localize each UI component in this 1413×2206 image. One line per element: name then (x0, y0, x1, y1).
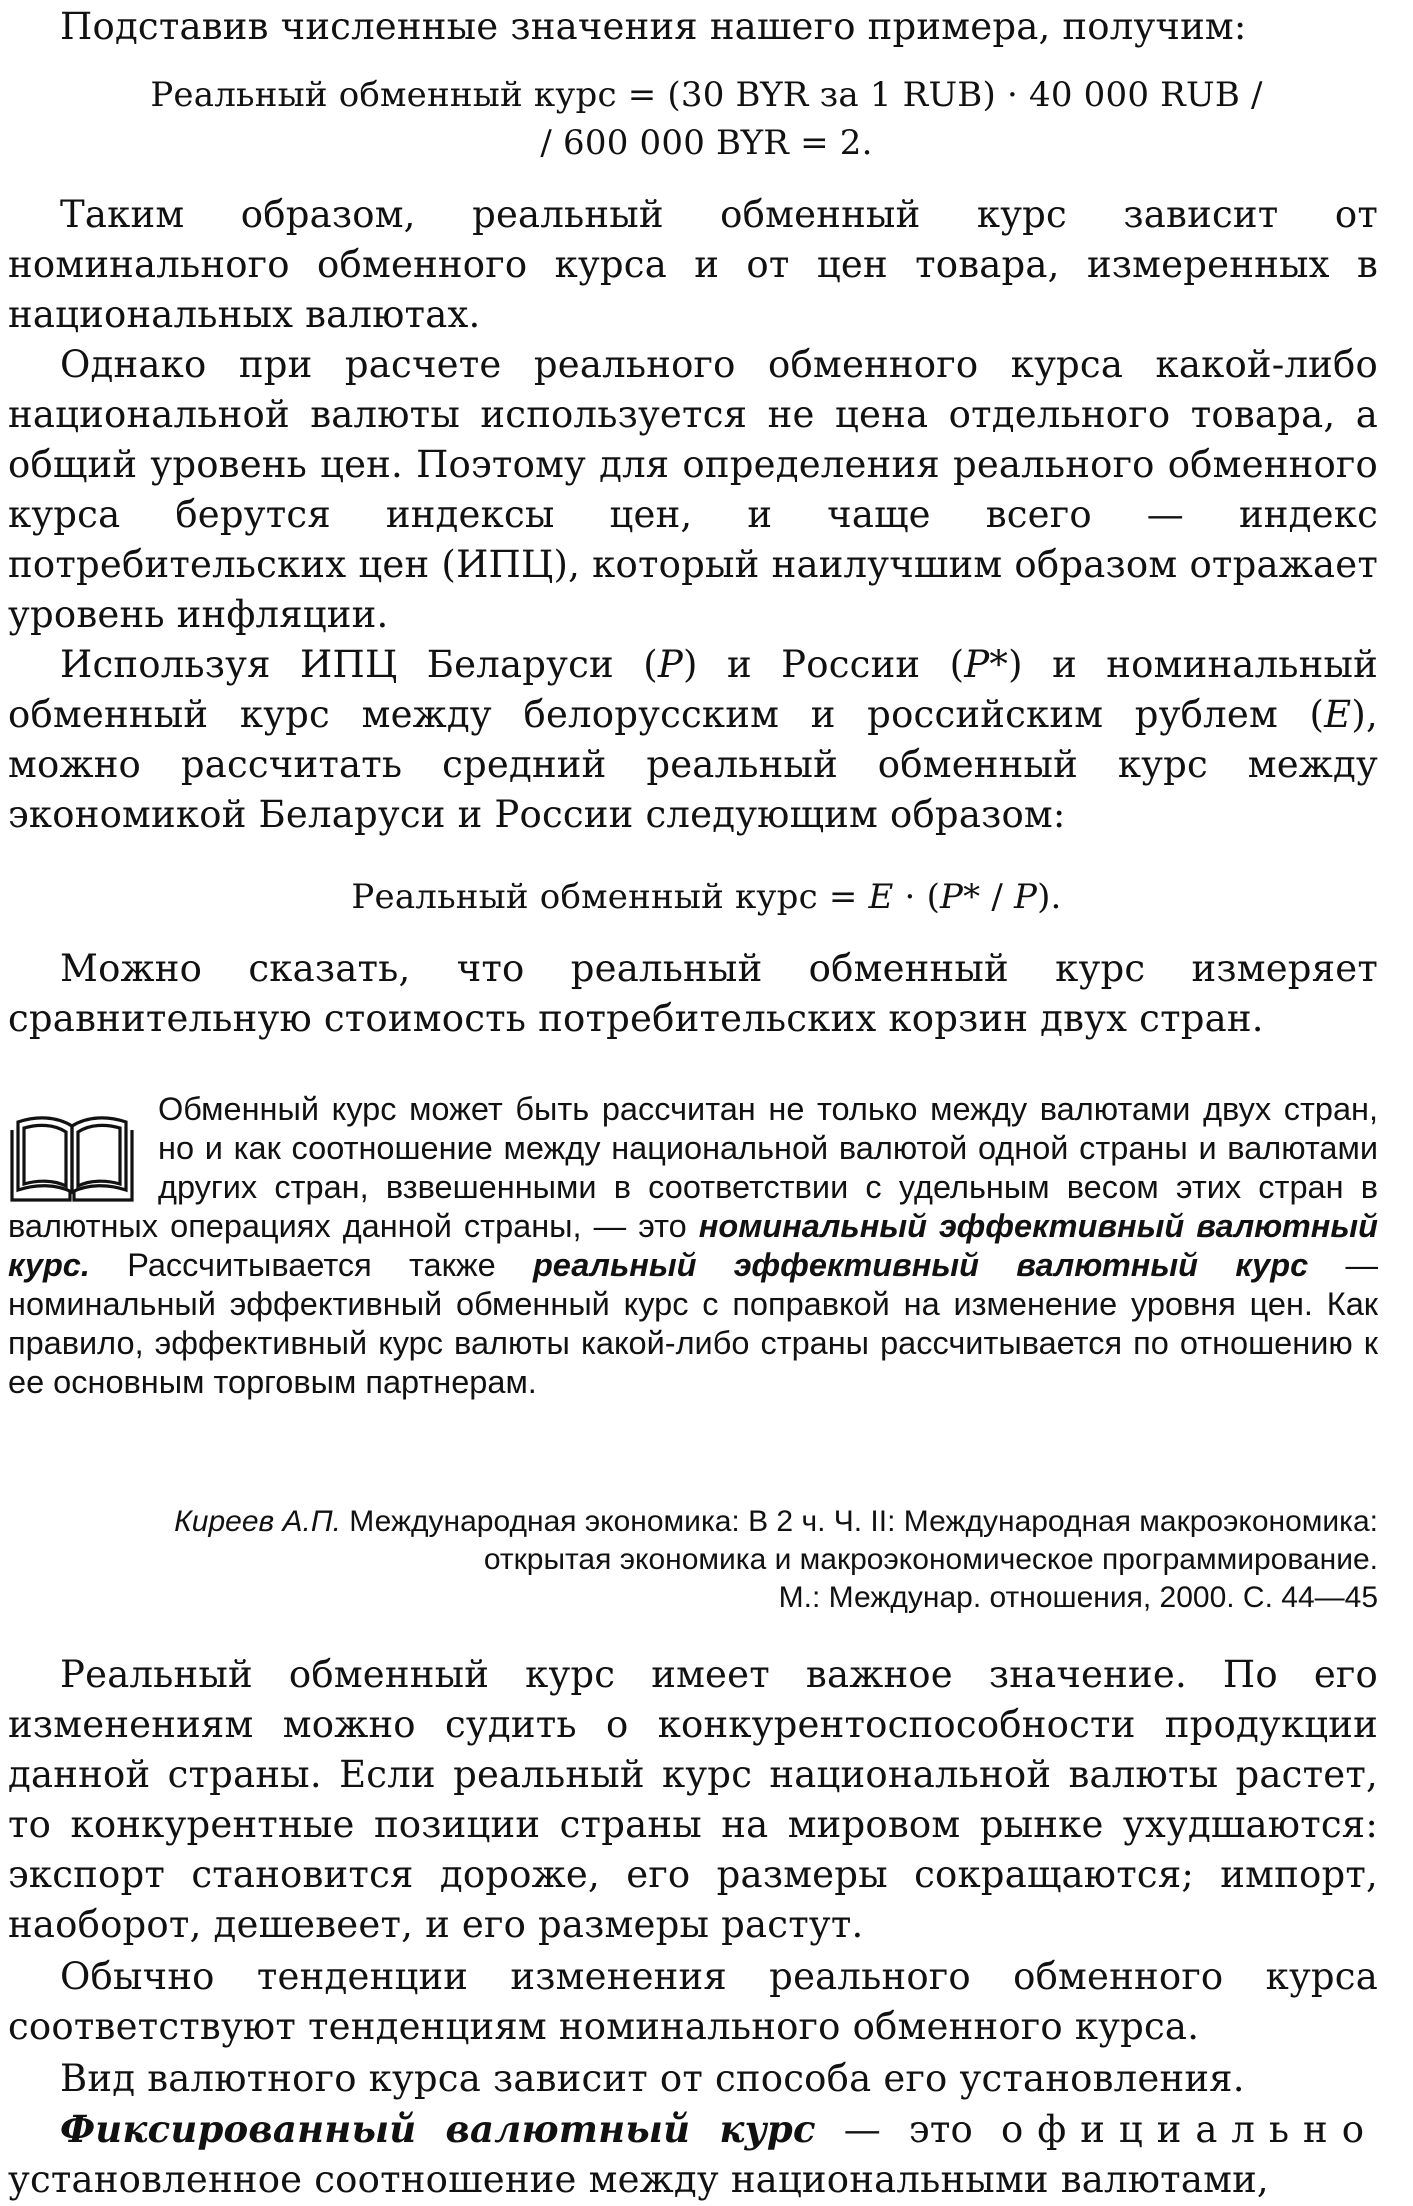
term-fixed-rate: Фиксированный валютный курс (60, 2107, 816, 2151)
aside-text-block (8, 1090, 1378, 1402)
paragraph-8-dash: — это (815, 2108, 1001, 2151)
source-line-3: М.: Междунар. отношения, 2000. С. 44—45 (778, 1581, 1378, 1614)
paragraph-5-text: Реальный обменный курс имеет важное значение. По его изменениям можно судить о конкурентоспособности продукции данной страны. Если реальный курс национальной валюты растет, то конкурентные позиции страны на мировом рынке ухудшаются: экспорт становится дороже, его размеры сокращаются; импорт, наоборот, дешевеет, и его размеры растут. (8, 1653, 1378, 1946)
formula-2-p: P (1014, 877, 1038, 917)
paragraph-3 (8, 640, 1378, 840)
aside-text-c: — номинальный эффективный обменный курс с поправкой на изменение уровня цен. Как правило, эффективный курс валюты какой-либо страны рассчитывается по отношению к ее основным торговым партнерам. (8, 1247, 1378, 1400)
formula-2 (0, 872, 1413, 922)
paragraph-4-text: Можно сказать, что реальный обменный курс измеряет сравнительную стоимость потребительских корзин двух стран. (8, 947, 1378, 1040)
paragraph-3-text-d: ), можно рассчитать средний реальный обменный курс между экономикой Беларуси и России следующим образом: (8, 693, 1378, 836)
paragraph-8 (8, 2104, 1378, 2205)
formula-line-2: / 600 000 BYR = 2. (540, 123, 873, 163)
formula-line-1: Реальный обменный курс = (30 BYR за 1 RUB) · 40 000 RUB / (150, 75, 1263, 115)
paragraph-4 (8, 944, 1378, 1044)
intro-text: Подставив численные значения нашего примера, получим: (60, 5, 1247, 48)
paragraph-7-text: Вид валютного курса зависит от способа его установления. (60, 2057, 1245, 2100)
source-line-2: открытая экономика и макроэкономическое программирование. (483, 1543, 1378, 1576)
paragraph-3-text-b: ) и России ( (682, 643, 965, 686)
formula-2-p-star: P* (940, 877, 981, 917)
term-real-effective-rate: реальный эффективный валютный курс (532, 1247, 1309, 1283)
term-nominal-effective-rate: номинальный эффективный валютный курс. (8, 1208, 1378, 1283)
paragraph-1-text: Таким образом, реальный обменный курс зависит от номинального обменного курса и от цен товара, измеренных в национальных валютах. (8, 193, 1378, 336)
symbol-p: P (657, 643, 683, 686)
paragraph-5 (8, 1650, 1378, 1950)
source-line-1 (20, 1503, 1378, 1541)
paragraph-7 (8, 2054, 1378, 2104)
formula-2-text-d: ). (1037, 877, 1062, 917)
formula-2-text-a: Реальный обменный курс = (351, 877, 869, 917)
source-line-1-text: Международная экономика: В 2 ч. Ч. II: Международная макроэкономика: (340, 1505, 1378, 1538)
aside-text-a: Обменный курс может быть рассчитан не только между валютами двух стран, но и как соотношение между национальной валютой одной страны и валютами других стран, взвешенными в соответствии с удельным весом этих стран в валютных операциях данной страны, — это (8, 1091, 1378, 1244)
symbol-e: E (1324, 693, 1352, 736)
intro-paragraph (8, 2, 1378, 52)
paragraph-3-text-c: ) и номинальный обменный курс между белорусским и российским рублем ( (8, 643, 1378, 736)
symbol-p-star: P* (964, 643, 1009, 686)
paragraph-1 (8, 190, 1378, 340)
paragraph-8-text: установленное соотношение между национальными валютами, (8, 2158, 1269, 2201)
formula-2-text-c: / (980, 877, 1014, 917)
spaced-word-officially: официально (1001, 2108, 1378, 2151)
formula-2-text-b: · ( (893, 877, 941, 917)
source-citation (20, 1503, 1378, 1617)
paragraph-3-text-a: Используя ИПЦ Беларуси ( (60, 643, 658, 686)
paragraph-2 (8, 340, 1378, 640)
paragraph-2-text: Однако при расчете реального обменного курса какой-либо национальной валюты используется не цена отдельного товара, а общий уровень цен. Поэтому для определения реального обменного курса берутся индексы цен, и чаще всего — индекс потребительских цен (ИПЦ), который наилучшим образом отражает уровень инфляции. (8, 343, 1378, 636)
paragraph-6 (8, 1952, 1378, 2052)
aside-text-b: Рассчитывается также (89, 1247, 533, 1283)
source-author: Киреев А.П. (174, 1505, 341, 1538)
icon-spacer (8, 1090, 158, 1207)
formula-2-e: E (868, 877, 894, 917)
paragraph-6-text: Обычно тенденции изменения реального обменного курса соответствуют тенденциям номинального обменного курса. (8, 1955, 1378, 2048)
